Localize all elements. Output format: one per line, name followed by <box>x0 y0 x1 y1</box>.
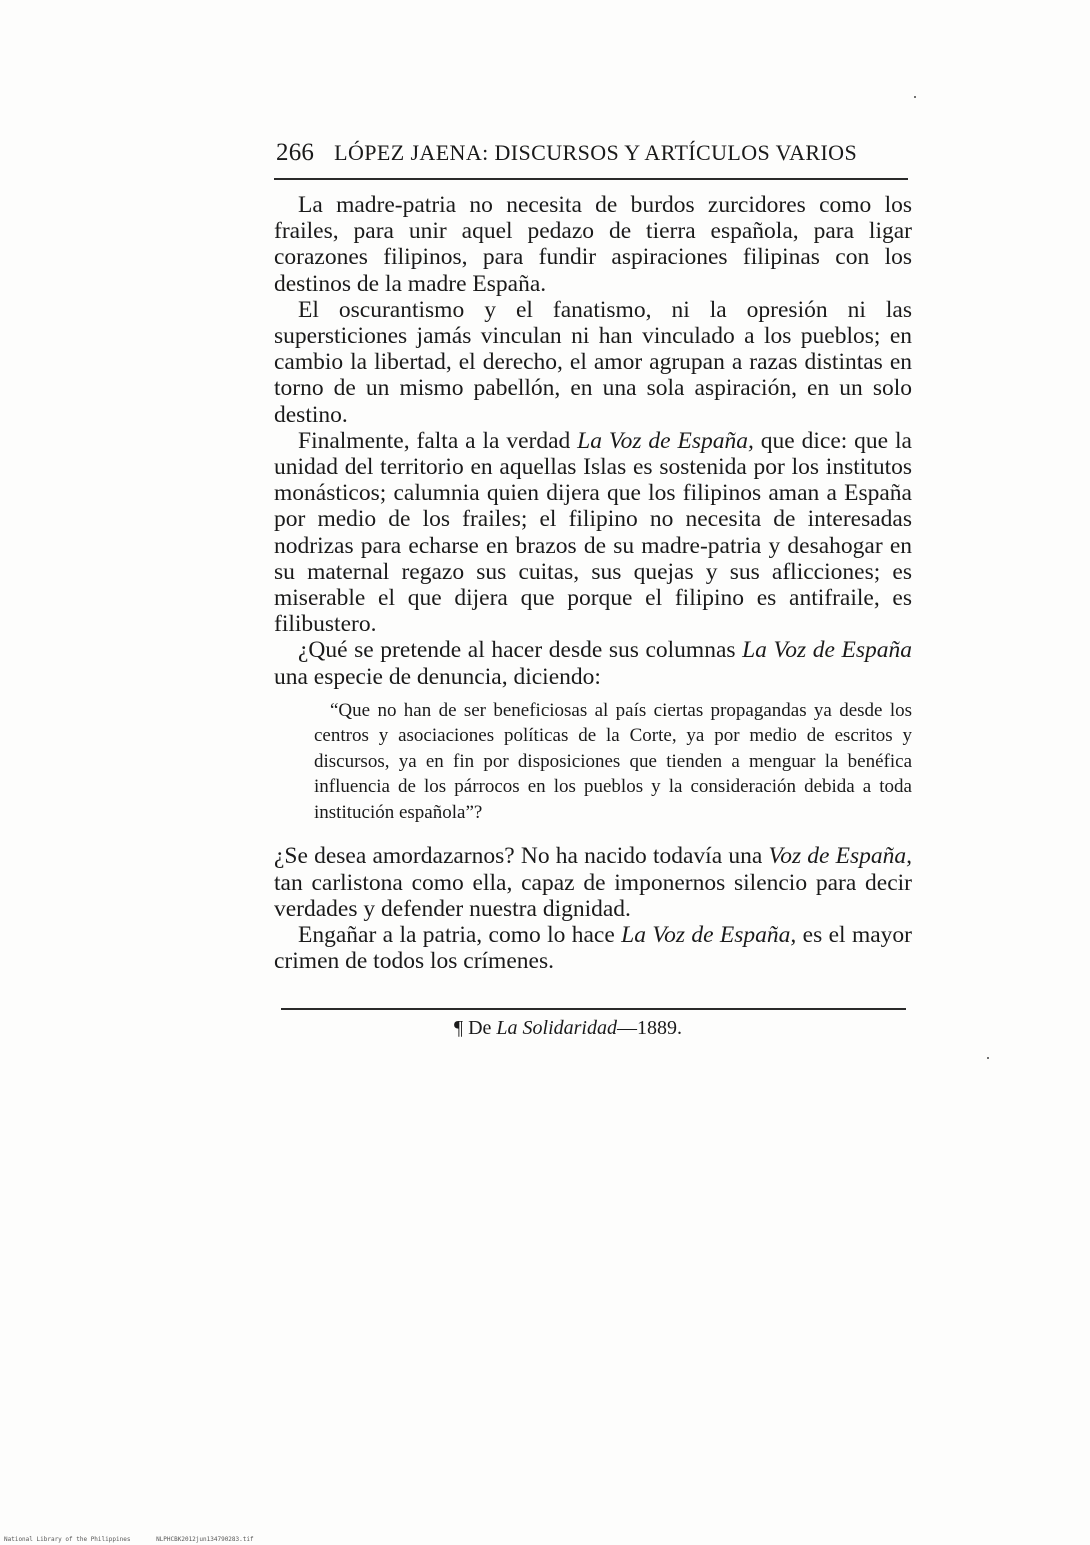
closing-rule <box>281 1008 906 1010</box>
source-publication: La Solidaridad <box>496 1017 617 1039</box>
header-rule <box>274 178 908 180</box>
article-body <box>274 192 912 974</box>
paragraph-5-text-a: ¿Se desea amordazarnos? No ha nacido todavía una <box>274 843 769 870</box>
newspaper-title: Voz de España, <box>768 843 912 870</box>
paragraph-4-text-a: ¿Qué se pretende al hacer desde sus columnas <box>298 637 743 664</box>
paragraph-3 <box>274 428 912 638</box>
newspaper-title: La Voz de España, <box>577 427 754 454</box>
block-quote-text: “Que no han de ser beneficiosas al país ciertas propagandas ya desde los centros y asociaciones políticas de la Corte, ya por medio de escritos y discursos, ya en fin por disposiciones que tienden a menguar la benéfica influencia de los párrocos en los pueblos y la consideración debida a toda institución española”? <box>314 699 912 823</box>
running-header <box>276 139 908 167</box>
paragraph-6 <box>274 922 912 974</box>
scan-library-label: National Library of the Philippines <box>4 1536 131 1543</box>
paragraph-4 <box>274 637 912 689</box>
newspaper-title: La Voz de España, <box>621 921 797 948</box>
scan-speck <box>914 96 916 98</box>
page-number: 266 <box>276 139 315 166</box>
paragraph-5 <box>274 843 912 922</box>
paragraph-1: La madre-patria no necesita de burdos zurcidores como los frailes, para unir aquel pedazo de tierra española, para ligar corazones filipinos, para fundir aspiraciones filipinas con los destinos de la madre España. <box>274 192 912 297</box>
scan-footer <box>4 1536 276 1543</box>
paragraph-3-text-c: que dice: que la unidad del territorio en aquellas Islas es sostenida por los institutos monásticos; calumnia quien dijera que los filipinos aman a España por medio de los frailes; el filipino no necesita de interesadas nodrizas para echarse en brazos de su madre-patria y desahogar en su maternal regazo sus cuitas, sus quejas y sus aflicciones; es miserable el que dijera que porque el filipino es antifraile, es filibustero. <box>274 427 912 638</box>
running-title: LÓPEZ JAENA: DISCURSOS Y ARTÍCULOS VARIOS <box>334 140 858 165</box>
paragraph-2: El oscurantismo y el fanatismo, ni la opresión ni las supersticiones jamás vinculan ni han vinculado a los pueblos; en cambio la libertad, el derecho, el amor agrupan a razas distintas en torno de un mismo pabellón, en una sola aspiración, en un solo destino. <box>274 296 912 428</box>
paragraph-4-text-c: una especie de denuncia, diciendo: <box>274 663 601 690</box>
source-citation <box>454 1017 682 1040</box>
paragraph-5-text-c: tan carlistona como ella, capaz de imponernos silencio para decir verdades y defender nuestra dignidad. <box>274 869 912 922</box>
paragraph-6-text-c: es el mayor crimen de todos los crímenes. <box>274 921 912 975</box>
source-year: —1889. <box>616 1017 682 1039</box>
block-quote <box>274 698 912 826</box>
pilcrow-mark: ¶ De <box>454 1017 497 1039</box>
paragraph-3-text-a: Finalmente, falta a la verdad <box>298 427 578 454</box>
newspaper-title: La Voz de España <box>742 637 912 664</box>
scan-speck <box>987 1057 989 1059</box>
scan-file-id: NLPHCBK2012jun134790283.tif <box>156 1536 254 1543</box>
paragraph-6-text-a: Engañar a la patria, como lo hace <box>298 921 622 948</box>
